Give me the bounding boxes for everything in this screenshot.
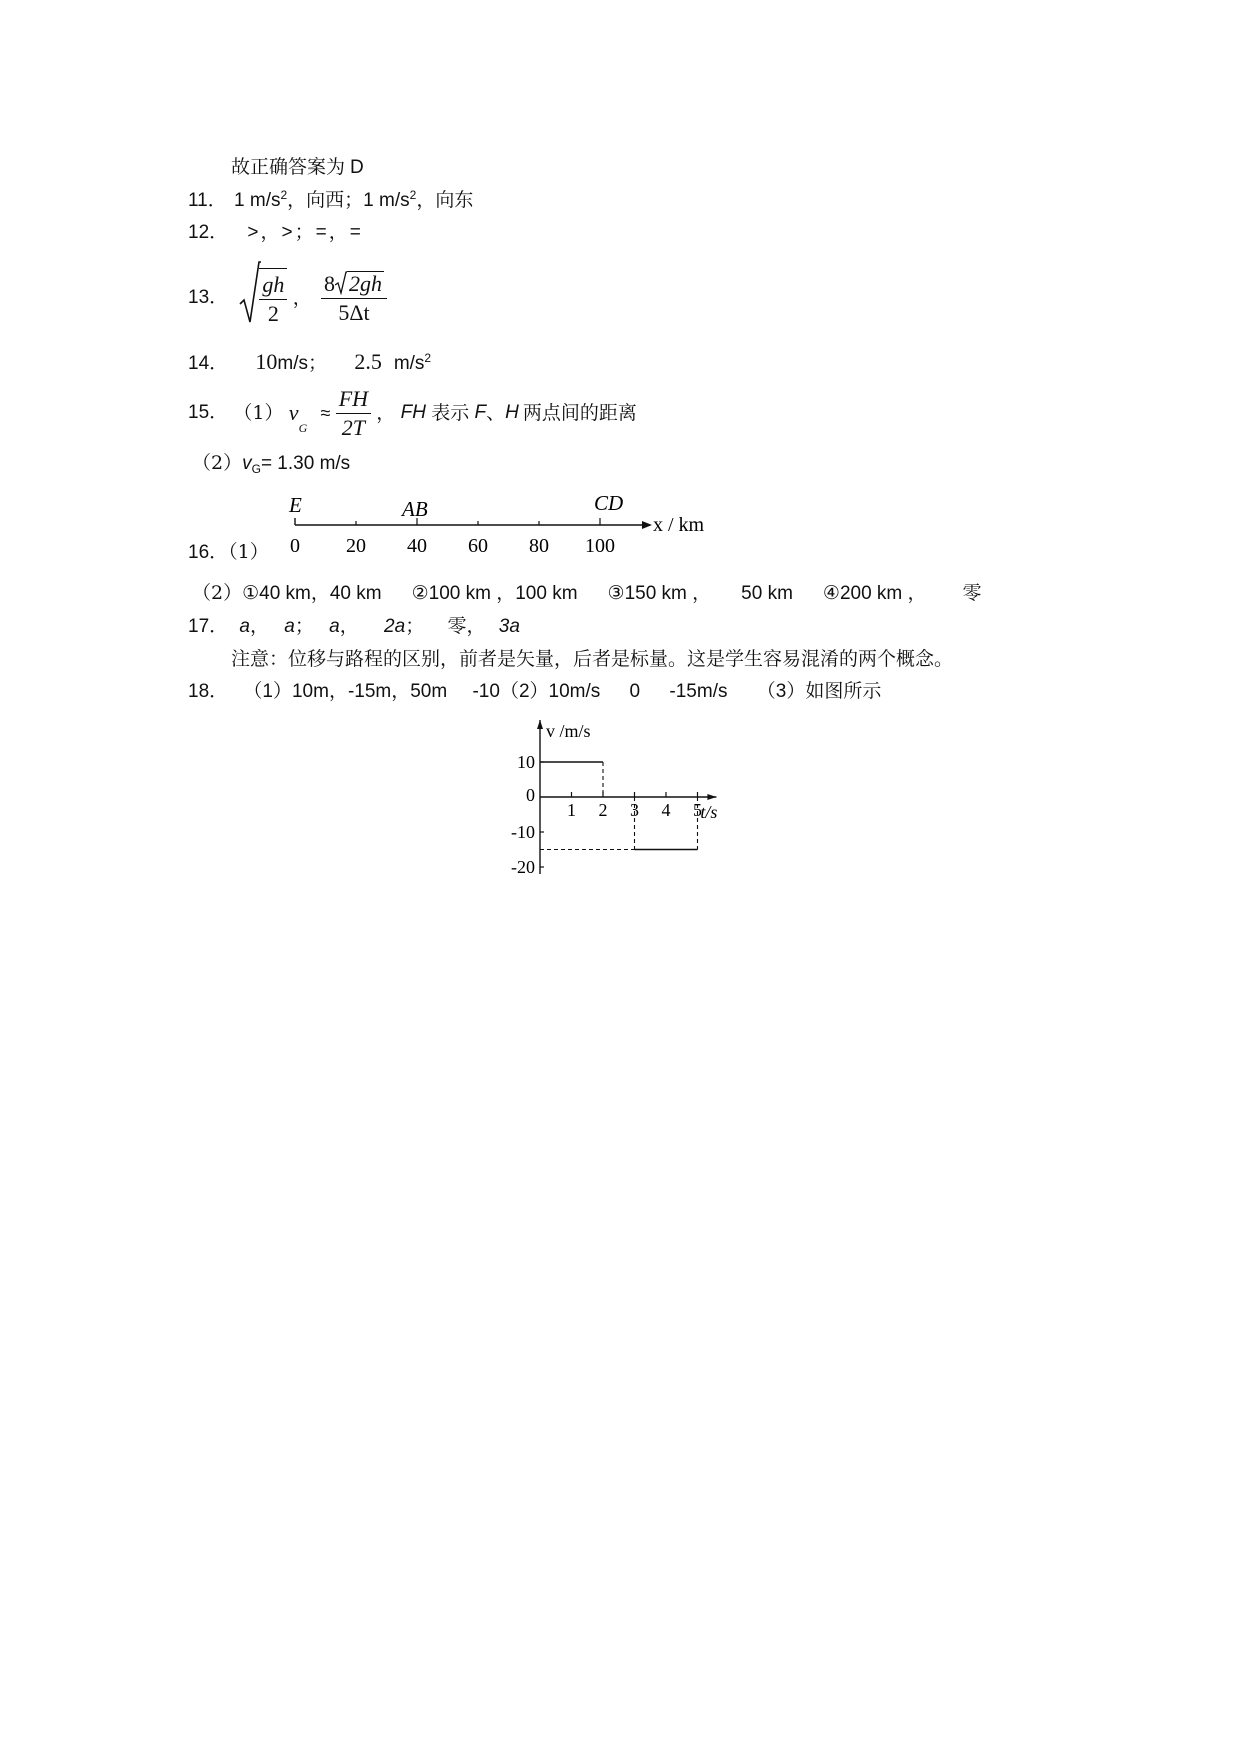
answer-17-a-2: a: [284, 616, 295, 637]
answer-line-13: [188, 262, 387, 334]
answer-11-accel-1: 1 m/s: [234, 190, 281, 211]
fraction-fh: [336, 385, 371, 442]
separator: ，: [292, 287, 312, 309]
answer-18-part-5: （3）: [756, 681, 806, 702]
approx-symbol: ≈: [320, 403, 331, 423]
part-label: （2）: [192, 452, 243, 474]
exponent: 2: [424, 351, 432, 365]
point-label-cd: CD: [594, 491, 624, 515]
answer-18-part-4: -15m/s: [669, 681, 728, 702]
tick-label: 80: [529, 535, 549, 557]
tick-label: 60: [468, 535, 488, 557]
x-tick-label: 5: [693, 800, 702, 820]
velocity-time-chart: [490, 707, 750, 892]
separator: ；: [294, 615, 314, 637]
answer-14-value-2: 2.5: [354, 349, 382, 374]
position-axis-diagram: [280, 490, 720, 560]
answer-18-part-2: -10（2）10m/s: [472, 681, 601, 702]
answer-17-a-1: a: [239, 616, 250, 637]
radicand: 2gh: [349, 270, 382, 296]
fraction-denominator: 2T: [341, 414, 365, 440]
x-tick-label: 4: [661, 800, 671, 820]
arrowhead-icon: [642, 521, 652, 529]
coefficient: 8: [324, 270, 335, 296]
desc-text-2: 两点间的距离: [522, 402, 637, 424]
note-line: 注意：位移与路程的区别，前者是矢量，后者是标量。这是学生容易混淆的两个概念。: [231, 648, 954, 670]
tick-label: 100: [585, 535, 615, 557]
x-axis-arrow-icon: [707, 794, 716, 800]
x-tick-label: 3: [630, 800, 639, 820]
answer-line-17: [188, 614, 520, 639]
sqrt-fraction: [239, 262, 287, 334]
y-tick-label: -10: [511, 822, 535, 842]
answer-line-16b: [192, 581, 982, 606]
desc-text-1: 表示: [431, 402, 470, 424]
fraction-2: [321, 270, 387, 327]
x-tick-label: 2: [598, 800, 608, 820]
radical-sign-icon: [335, 271, 347, 295]
answer-16-item-1: ①40 km，40 km: [242, 583, 382, 604]
y-tick-label: -20: [511, 857, 535, 877]
part-label: （1）: [228, 541, 269, 563]
axis-label: x / km: [653, 514, 705, 536]
radical-sign-icon: [239, 260, 261, 326]
separator: ，: [339, 615, 359, 637]
dun-mark: 、: [486, 402, 506, 424]
velocity-subscript: G: [298, 421, 308, 436]
separator: ，: [250, 615, 270, 637]
part-label: （1）: [233, 402, 284, 424]
question-number: 12．: [188, 222, 229, 243]
answer-18-part-3: 0: [629, 681, 641, 702]
question-number: 17．: [188, 616, 229, 637]
fh-label: FH: [400, 402, 426, 423]
velocity-symbol: v: [242, 453, 252, 474]
f-label: F: [474, 402, 487, 423]
question-number: 11．: [188, 190, 227, 211]
answer-line-18: [188, 679, 881, 704]
fraction-numerator: gh: [259, 271, 287, 300]
answer-line-10: [231, 155, 364, 180]
answer-17-a-3: a: [329, 616, 340, 637]
question-number: 18．: [188, 681, 229, 702]
separator: ，: [376, 402, 396, 424]
y-tick-label: 0: [526, 785, 535, 805]
y-tick-label: 10: [517, 752, 535, 772]
fraction-denominator: 5Δt: [338, 299, 370, 325]
answer-16-item-3: ③150 km ，: [607, 583, 712, 604]
answer-16-item-6: 零: [962, 582, 982, 604]
answer-line-15b: [192, 451, 350, 476]
exponent: 2: [280, 188, 288, 202]
answer-14-unit-2: m/s: [393, 353, 425, 374]
answer-17-3a: 3a: [498, 616, 520, 637]
y-axis-label: v /m/s: [546, 721, 591, 741]
point-label-e: E: [289, 493, 302, 517]
answer-16-item-4: 50 km: [741, 583, 793, 604]
point-label-ab: AB: [402, 497, 428, 521]
answer-14-value-1: 10: [255, 349, 278, 374]
tick-label: 0: [290, 535, 300, 557]
answer-line-14: [188, 350, 431, 376]
answer-18-part-6: 如图所示: [805, 680, 882, 702]
answer-11-accel-2: 1 m/s: [363, 190, 410, 211]
separator: ；: [405, 615, 425, 637]
velocity-subscript: G: [251, 462, 261, 476]
answer-line-16: [188, 540, 269, 565]
answer-10-choice: D: [350, 157, 364, 178]
answer-line-12: [188, 221, 363, 245]
answer-16-item-2: ②100 km ，100 km: [411, 583, 578, 604]
answer-17-2a-text: 2a: [384, 616, 406, 637]
answer-16-item-5: ④200 km ，: [822, 583, 927, 604]
fraction-numerator: FH: [336, 385, 371, 414]
question-number: 13．: [188, 287, 229, 308]
answer-15-value: = 1.30 m/s: [260, 453, 351, 474]
tick-label: 40: [407, 535, 427, 557]
question-number: 14．: [188, 353, 229, 374]
answer-11-dir-2: ，向东: [416, 189, 474, 211]
answer-11-dir-1: ，向西；: [287, 189, 364, 211]
answer-17-zero: 零，: [447, 615, 486, 637]
fraction-denominator: 2: [267, 300, 279, 326]
question-number: 16．: [188, 542, 229, 563]
fraction-numerator: [321, 270, 387, 299]
y-axis-arrow-icon: [537, 720, 543, 729]
question-number: 15．: [188, 402, 229, 423]
x-axis-label: t/s: [700, 802, 718, 822]
answer-12-text: >，>；=，=: [247, 222, 363, 243]
answer-line-11: [188, 188, 473, 213]
tick-label: 20: [346, 535, 366, 557]
velocity-symbol: v: [288, 400, 299, 425]
answer-line-15: [188, 382, 637, 444]
answer-18-part-1: （1）10m，-15m，50m: [243, 681, 448, 702]
part-label: （2）: [192, 582, 243, 604]
answer-17-2a: [384, 616, 405, 637]
answer-14-unit-1: m/s；: [277, 353, 328, 374]
exponent: 2: [409, 188, 417, 202]
x-tick-label: 1: [567, 800, 576, 820]
answer-10-text: 故正确答案为: [231, 156, 346, 178]
h-label: H: [505, 402, 519, 423]
